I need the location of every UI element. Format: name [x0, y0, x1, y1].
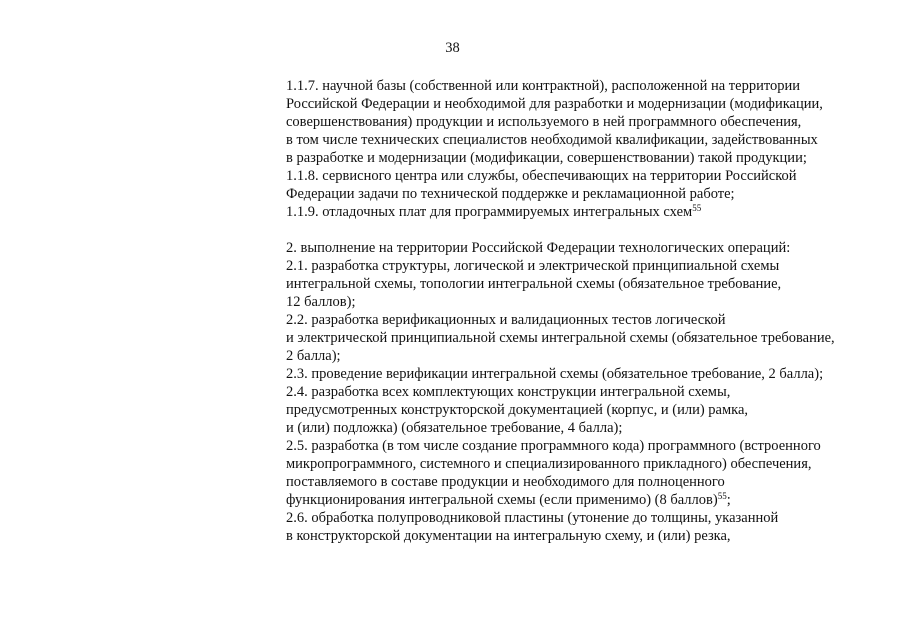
- footnote-reference: 55: [692, 203, 702, 213]
- text-line-with-footnote: [286, 203, 886, 221]
- text-line: в конструкторской документации на интегральную схему, и (или) резка,: [286, 528, 731, 544]
- text-line: 2. выполнение на территории Российской Федерации технологических операций:: [286, 240, 791, 256]
- text-line: 1.1.8. сервисного центра или службы, обеспечивающих на территории Российской: [286, 168, 797, 184]
- text-line: в том числе технических специалистов необходимой квалификации, задействованных: [286, 132, 818, 148]
- text-line: 2.3. проведение верификации интегральной схемы (обязательное требование, 2 балла);: [286, 366, 824, 382]
- text-line: 2.5. разработка (в том числе создание программного кода) программного (встроенного: [286, 438, 821, 454]
- text-fragment: 1.1.9. отладочных плат для программируемых интегральных схем: [286, 204, 693, 220]
- text-fragment: функционирования интегральной схемы (если применимо) (8 баллов): [286, 492, 718, 508]
- text-line: и электрической принципиальной схемы интегральной схемы (обязательное требование,: [286, 330, 835, 346]
- text-line: и (или) подложка) (обязательное требование, 4 балла);: [286, 420, 623, 436]
- text-line: поставляемого в составе продукции и необходимого для полноценного: [286, 474, 725, 490]
- text-line: микропрограммного, системного и специализированного прикладного) обеспечения,: [286, 456, 812, 472]
- page-number: 38: [445, 40, 460, 56]
- text-line: 2 балла);: [286, 348, 341, 364]
- text-line: 1.1.7. научной базы (собственной или контрактной), расположенной на территории: [286, 78, 801, 94]
- text-line: интегральной схемы, топологии интегральной схемы (обязательное требование,: [286, 276, 782, 292]
- text-line: 2.2. разработка верификационных и валидационных тестов логической: [286, 312, 726, 328]
- footnote-reference: 55: [717, 491, 727, 501]
- text-line: 2.4. разработка всех комплектующих конструкции интегральной схемы,: [286, 384, 731, 400]
- text-line: Федерации задачи по технической поддержке и рекламационной работе;: [286, 186, 735, 202]
- text-line: Российской Федерации и необходимой для разработки и модернизации (модификации,: [286, 96, 823, 112]
- document-body: [286, 77, 886, 545]
- text-line: 2.6. обработка полупроводниковой пластины (утонение до толщины, указанной: [286, 510, 779, 526]
- text-line: 12 баллов);: [286, 294, 356, 310]
- text-line: 2.1. разработка структуры, логической и электрической принципиальной схемы: [286, 258, 780, 274]
- text-line: совершенствования) продукции и используемого в ней программного обеспечения,: [286, 114, 802, 130]
- paragraph-gap: [286, 221, 886, 239]
- text-fragment: ;: [726, 492, 731, 508]
- text-line: в разработке и модернизации (модификации, совершенствовании) такой продукции;: [286, 150, 807, 166]
- text-line: предусмотренных конструкторской документацией (корпус, и (или) рамка,: [286, 402, 749, 418]
- text-line-with-footnote: [286, 491, 886, 509]
